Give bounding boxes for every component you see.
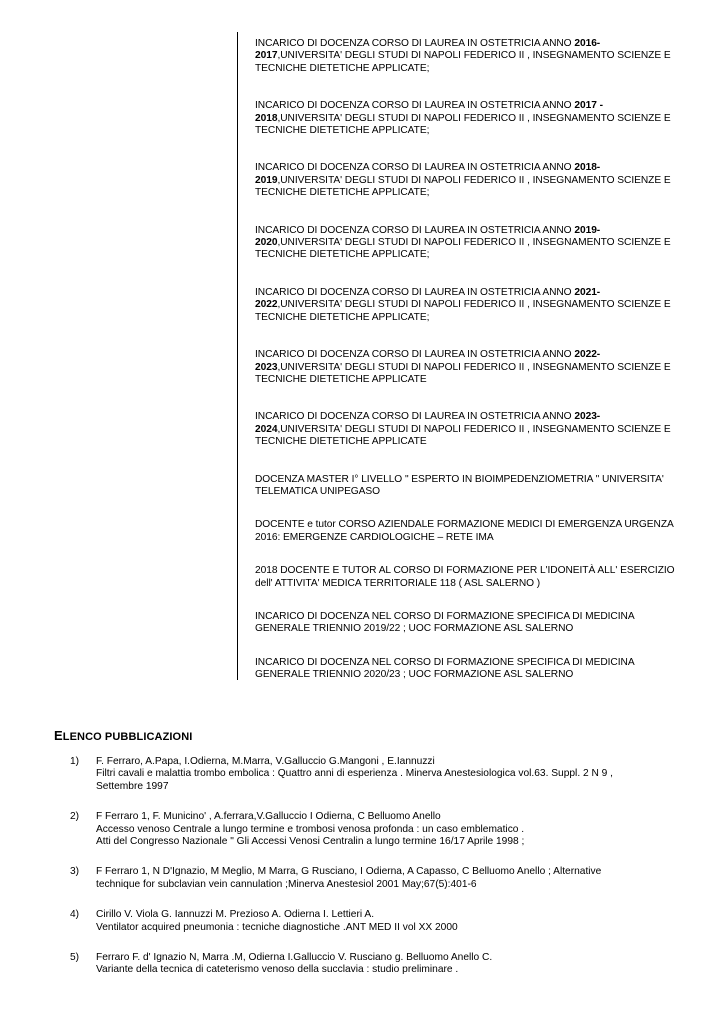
publication-line: Filtri cavali e malattia trombo embolica : Quattro anni di esperienza . Minerva Anestesiologica vol.63. Suppl. 2 N 9 , <box>96 768 613 780</box>
publication-item <box>70 866 670 891</box>
publication-item <box>70 952 670 977</box>
entry-year: 2019 <box>255 174 278 186</box>
entry-year: 2024 <box>255 423 278 435</box>
entry-text: ,UNIVERSITA' DEGLI STUDI DI NAPOLI FEDERICO II , INSEGNAMENTO SCIENZE E TECNICHE DIETETICHE APPLICATE <box>255 361 671 385</box>
entry-year: 2022 <box>255 299 278 311</box>
publication-authors: F Ferraro 1, N D'Ignazio, M Meglio, M Marra, G Rusciano, I Odierna, A Capasso, C Belluomo Anello ; Alternative <box>96 866 602 878</box>
publication-list <box>70 756 670 995</box>
entry-text: INCARICO DI DOCENZA CORSO DI LAUREA IN OSTETRICIA ANNO <box>255 411 575 423</box>
publication-number: 4) <box>70 909 80 921</box>
entry-year: 2017 <box>255 50 278 62</box>
vertical-rule <box>237 32 238 680</box>
publication-number: 3) <box>70 866 80 878</box>
entry-year: 2021- <box>574 286 601 298</box>
teaching-entry <box>255 287 685 324</box>
role-entry: INCARICO DI DOCENZA NEL CORSO DI FORMAZIONE SPECIFICA DI MEDICINA GENERALE TRIENNIO 2019/22 ; UOC FORMAZIONE ASL SALERNO <box>255 610 635 635</box>
entry-year: 2020 <box>255 237 278 249</box>
publication-number: 2) <box>70 811 80 823</box>
entry-year: 2019- <box>574 224 601 236</box>
publication-authors: F. Ferraro, A.Papa, I.Odierna, M.Marra, V.Galluccio G.Mangoni , E.Iannuzzi <box>96 756 435 767</box>
publication-line: Accesso venoso Centrale a lungo termine e trombosi venosa profonda : un caso emblematico . <box>96 823 525 835</box>
publication-item <box>70 811 670 848</box>
entry-text: ,UNIVERSITA' DEGLI STUDI DI NAPOLI FEDERICO II , INSEGNAMENTO SCIENZE E TECNICHE DIETETICHE APPLICATE; <box>255 174 671 199</box>
entry-text: INCARICO DI DOCENZA CORSO DI LAUREA IN OSTETRICIA ANNO <box>255 100 575 112</box>
publication-authors: F Ferraro 1, F. Municino' , A.ferrara,V.Galluccio I Odierna, C Belluomo Anello <box>96 811 441 823</box>
publication-item <box>70 756 670 793</box>
publication-number: 5) <box>70 952 80 964</box>
publication-number: 1) <box>70 756 80 767</box>
entry-year: 2018 <box>255 112 278 124</box>
publication-line: Atti del Congresso Nazionale " Gli Accessi Venosi Centralin a lungo termine 16/17 Aprile 1998 ; <box>96 836 525 848</box>
section-title-initial: E <box>54 728 63 743</box>
teaching-entry <box>255 100 685 137</box>
entry-year: 2017 - <box>574 100 603 112</box>
publication-authors: Ferraro F. d' Ignazio N, Marra .M, Odierna I.Galluccio V. Rusciano g. Belluomo Anello C. <box>96 952 493 964</box>
entry-text: INCARICO DI DOCENZA CORSO DI LAUREA IN OSTETRICIA ANNO <box>255 38 575 49</box>
section-title-rest: LENCO PUBBLICAZIONI <box>62 731 193 743</box>
role-entry: DOCENTE e tutor CORSO AZIENDALE FORMAZIONE MEDICI DI EMERGENZA URGENZA 2016: EMERGENZE CARDIOLOGICHE – RETE IMA <box>255 519 674 543</box>
entry-text: INCARICO DI DOCENZA CORSO DI LAUREA IN OSTETRICIA ANNO <box>255 224 575 236</box>
entry-text: INCARICO DI DOCENZA CORSO DI LAUREA IN OSTETRICIA ANNO <box>255 286 575 298</box>
teaching-list <box>255 38 685 703</box>
publication-item <box>70 909 670 934</box>
entry-year: 2018- <box>574 162 601 174</box>
entry-year: 2023 <box>255 361 278 373</box>
section-title <box>54 728 192 743</box>
entry-text: INCARICO DI DOCENZA CORSO DI LAUREA IN OSTETRICIA ANNO <box>255 162 575 174</box>
teaching-entry <box>255 225 685 262</box>
role-entry: 2018 DOCENTE E TUTOR AL CORSO DI FORMAZIONE PER L'IDONEITÀ ALL' ESERCIZIO dell' ATTIVITA' MEDICA TERRITORIALE 118 ( ASL SALERNO ) <box>255 565 675 589</box>
publication-line: Settembre 1997 <box>96 780 169 792</box>
teaching-entry <box>255 411 685 448</box>
entry-text: ,UNIVERSITA' DEGLI STUDI DI NAPOLI FEDERICO II , INSEGNAMENTO SCIENZE E TECNICHE DIETETICHE APPLICATE; <box>255 50 671 74</box>
teaching-entry <box>255 349 685 386</box>
role-entry: DOCENZA MASTER I° LIVELLO " ESPERTO IN BIOIMPEDENZIOMETRIA " UNIVERSITA' TELEMATICA UNIPEGASO <box>255 473 664 497</box>
teaching-entry <box>255 38 685 75</box>
teaching-entry <box>255 162 685 199</box>
entry-text: ,UNIVERSITA' DEGLI STUDI DI NAPOLI FEDERICO II , INSEGNAMENTO SCIENZE E TECNICHE DIETETICHE APPLICATE <box>255 423 671 448</box>
entry-text: ,UNIVERSITA' DEGLI STUDI DI NAPOLI FEDERICO II , INSEGNAMENTO SCIENZE E TECNICHE DIETETICHE APPLICATE; <box>255 112 671 137</box>
publication-line: Variante della tecnica di cateterismo venoso della succlavia : studio preliminare . <box>96 964 459 976</box>
entry-year: 2016- <box>574 38 601 49</box>
entry-text: ,UNIVERSITA' DEGLI STUDI DI NAPOLI FEDERICO II , INSEGNAMENTO SCIENZE E TECNICHE DIETETICHE APPLICATE; <box>255 299 671 323</box>
role-entry: INCARICO DI DOCENZA NEL CORSO DI FORMAZIONE SPECIFICA DI MEDICINA GENERALE TRIENNIO 2020/23 ; UOC FORMAZIONE ASL SALERNO <box>255 656 635 681</box>
entry-text: INCARICO DI DOCENZA CORSO DI LAUREA IN OSTETRICIA ANNO <box>255 349 575 361</box>
entry-year: 2022- <box>574 349 601 361</box>
publication-authors: Cirillo V. Viola G. Iannuzzi M. Prezioso A. Odierna I. Lettieri A. <box>96 909 375 921</box>
publication-line: technique for subclavian vein cannulation ;Minerva Anestesiol 2001 May;67(5):401-6 <box>96 878 477 890</box>
publication-line: Ventilator acquired pneumonia : tecniche diagnostiche .ANT MED II vol XX 2000 <box>96 921 458 933</box>
entry-text: ,UNIVERSITA' DEGLI STUDI DI NAPOLI FEDERICO II , INSEGNAMENTO SCIENZE E TECNICHE DIETETICHE APPLICATE; <box>255 237 671 261</box>
entry-year: 2023- <box>574 411 601 423</box>
